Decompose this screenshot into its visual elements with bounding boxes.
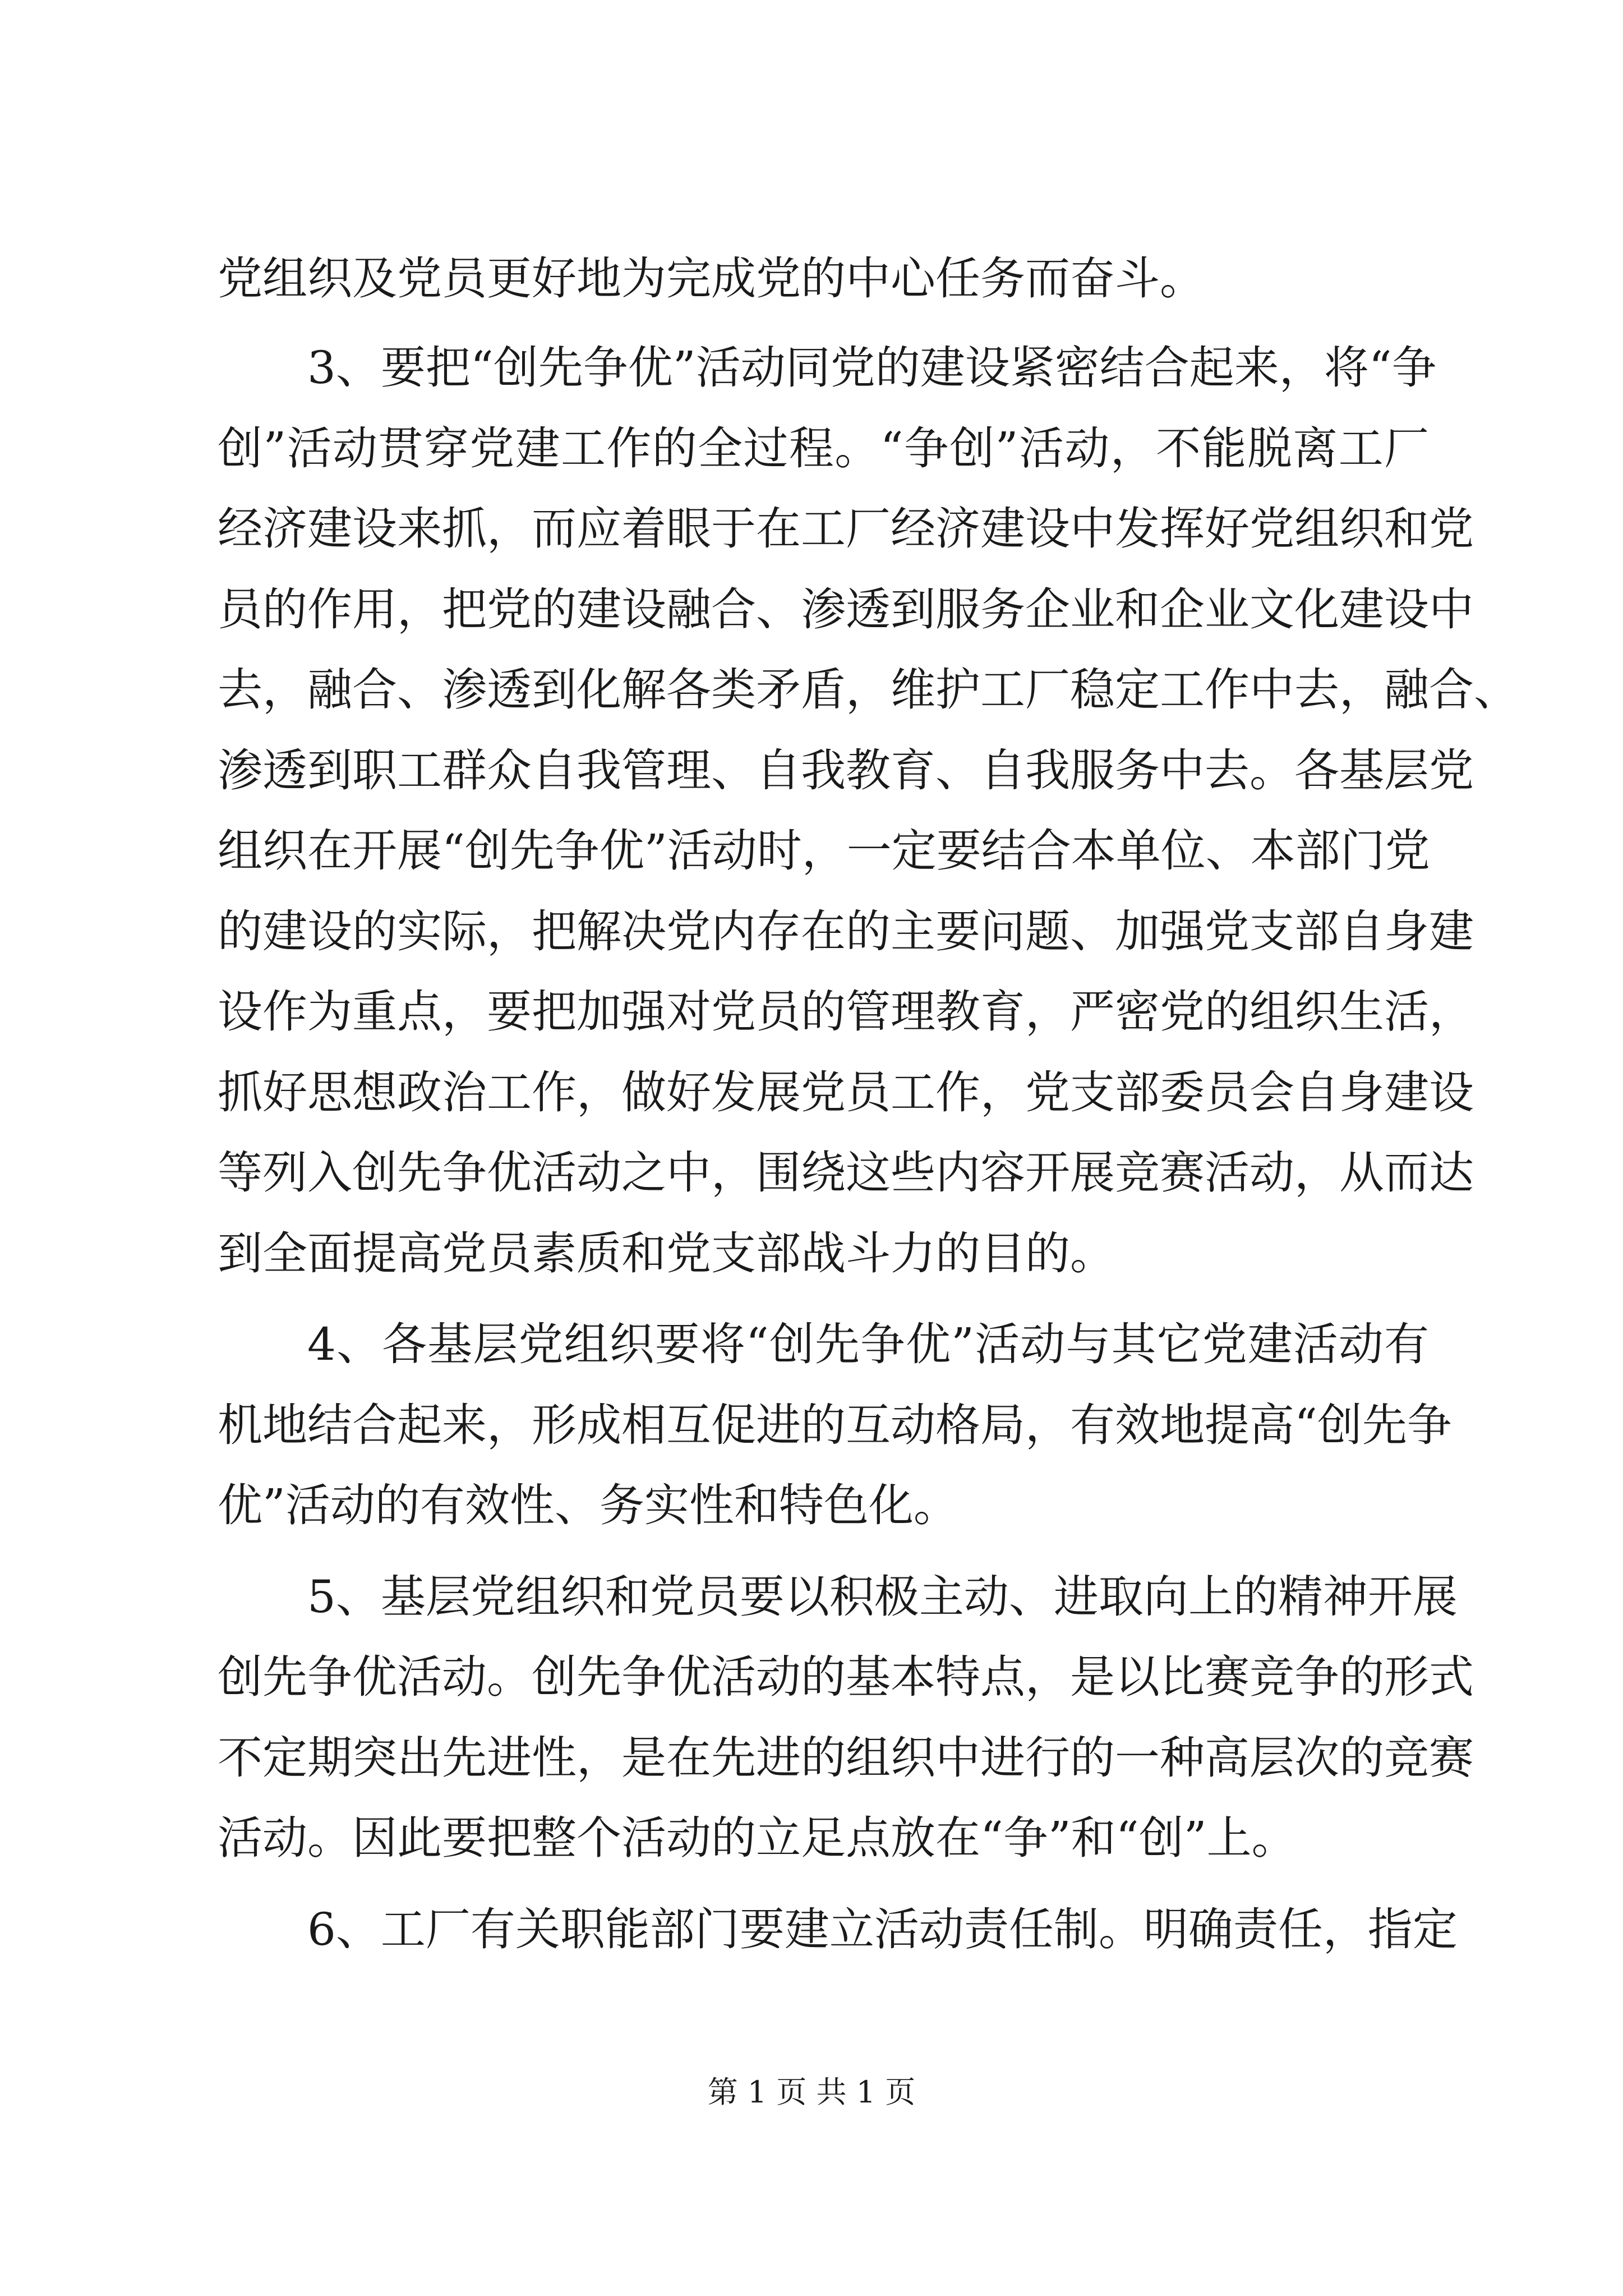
text-line: 去，融合、渗透到化解各类矛盾，维护工厂稳定工作中去，融合、 xyxy=(218,664,1519,716)
text-line: 经济建设来抓，而应着眼于在工厂经济建设中发挥好党组织和党 xyxy=(218,503,1474,555)
text-line: 到全面提高党员素质和党支部战斗力的目的。 xyxy=(218,1227,1115,1280)
text-line: 优”活动的有效性、务实性和特色化。 xyxy=(218,1479,958,1531)
text-line: 5、基层党组织和党员要以积极主动、进取向上的精神开展 xyxy=(307,1571,1458,1623)
text-line: 等列入创先争优活动之中，围绕这些内容开展竞赛活动，从而达 xyxy=(218,1147,1474,1199)
text-line: 渗透到职工群众自我管理、自我教育、自我服务中去。各基层党 xyxy=(218,744,1474,797)
page-number-footer: 第 1 页 共 1 页 xyxy=(707,2074,916,2110)
text-line: 3、要把“创先争优”活动同党的建设紧密结合起来，将“争 xyxy=(307,342,1437,394)
text-line: 组织在开展“创先争优”活动时，一定要结合本单位、本部门党 xyxy=(218,825,1430,877)
text-line: 4、各基层党组织要将“创先争优”活动与其它党建活动有 xyxy=(307,1318,1429,1370)
text-line: 的建设的实际，把解决党内存在的主要问题、加强党支部自身建 xyxy=(218,905,1474,958)
text-line: 不定期突出先进性，是在先进的组织中进行的一种高层次的竞赛 xyxy=(218,1732,1474,1784)
text-line: 员的作用，把党的建设融合、渗透到服务企业和企业文化建设中 xyxy=(218,583,1474,636)
text-line: 机地结合起来，形成相互促进的互动格局，有效地提高“创先争 xyxy=(218,1399,1452,1451)
text-line: 6、工厂有关职能部门要建立活动责任制。明确责任，指定 xyxy=(307,1903,1458,1955)
text-line: 活动。因此要把整个活动的立足点放在“争”和“创”上。 xyxy=(218,1812,1297,1864)
text-line: 创先争优活动。创先争优活动的基本特点，是以比赛竞争的形式 xyxy=(218,1651,1474,1703)
text-line: 党组织及党员更好地为完成党的中心任务而奋斗。 xyxy=(218,252,1205,305)
text-line: 抓好思想政治工作，做好发展党员工作，党支部委员会自身建设 xyxy=(218,1066,1474,1119)
text-line: 创”活动贯穿党建工作的全过程。“争创”活动，不能脱离工厂 xyxy=(218,422,1429,475)
text-line: 设作为重点，要把加强对党员的管理教育，严密党的组织生活， xyxy=(218,986,1474,1038)
